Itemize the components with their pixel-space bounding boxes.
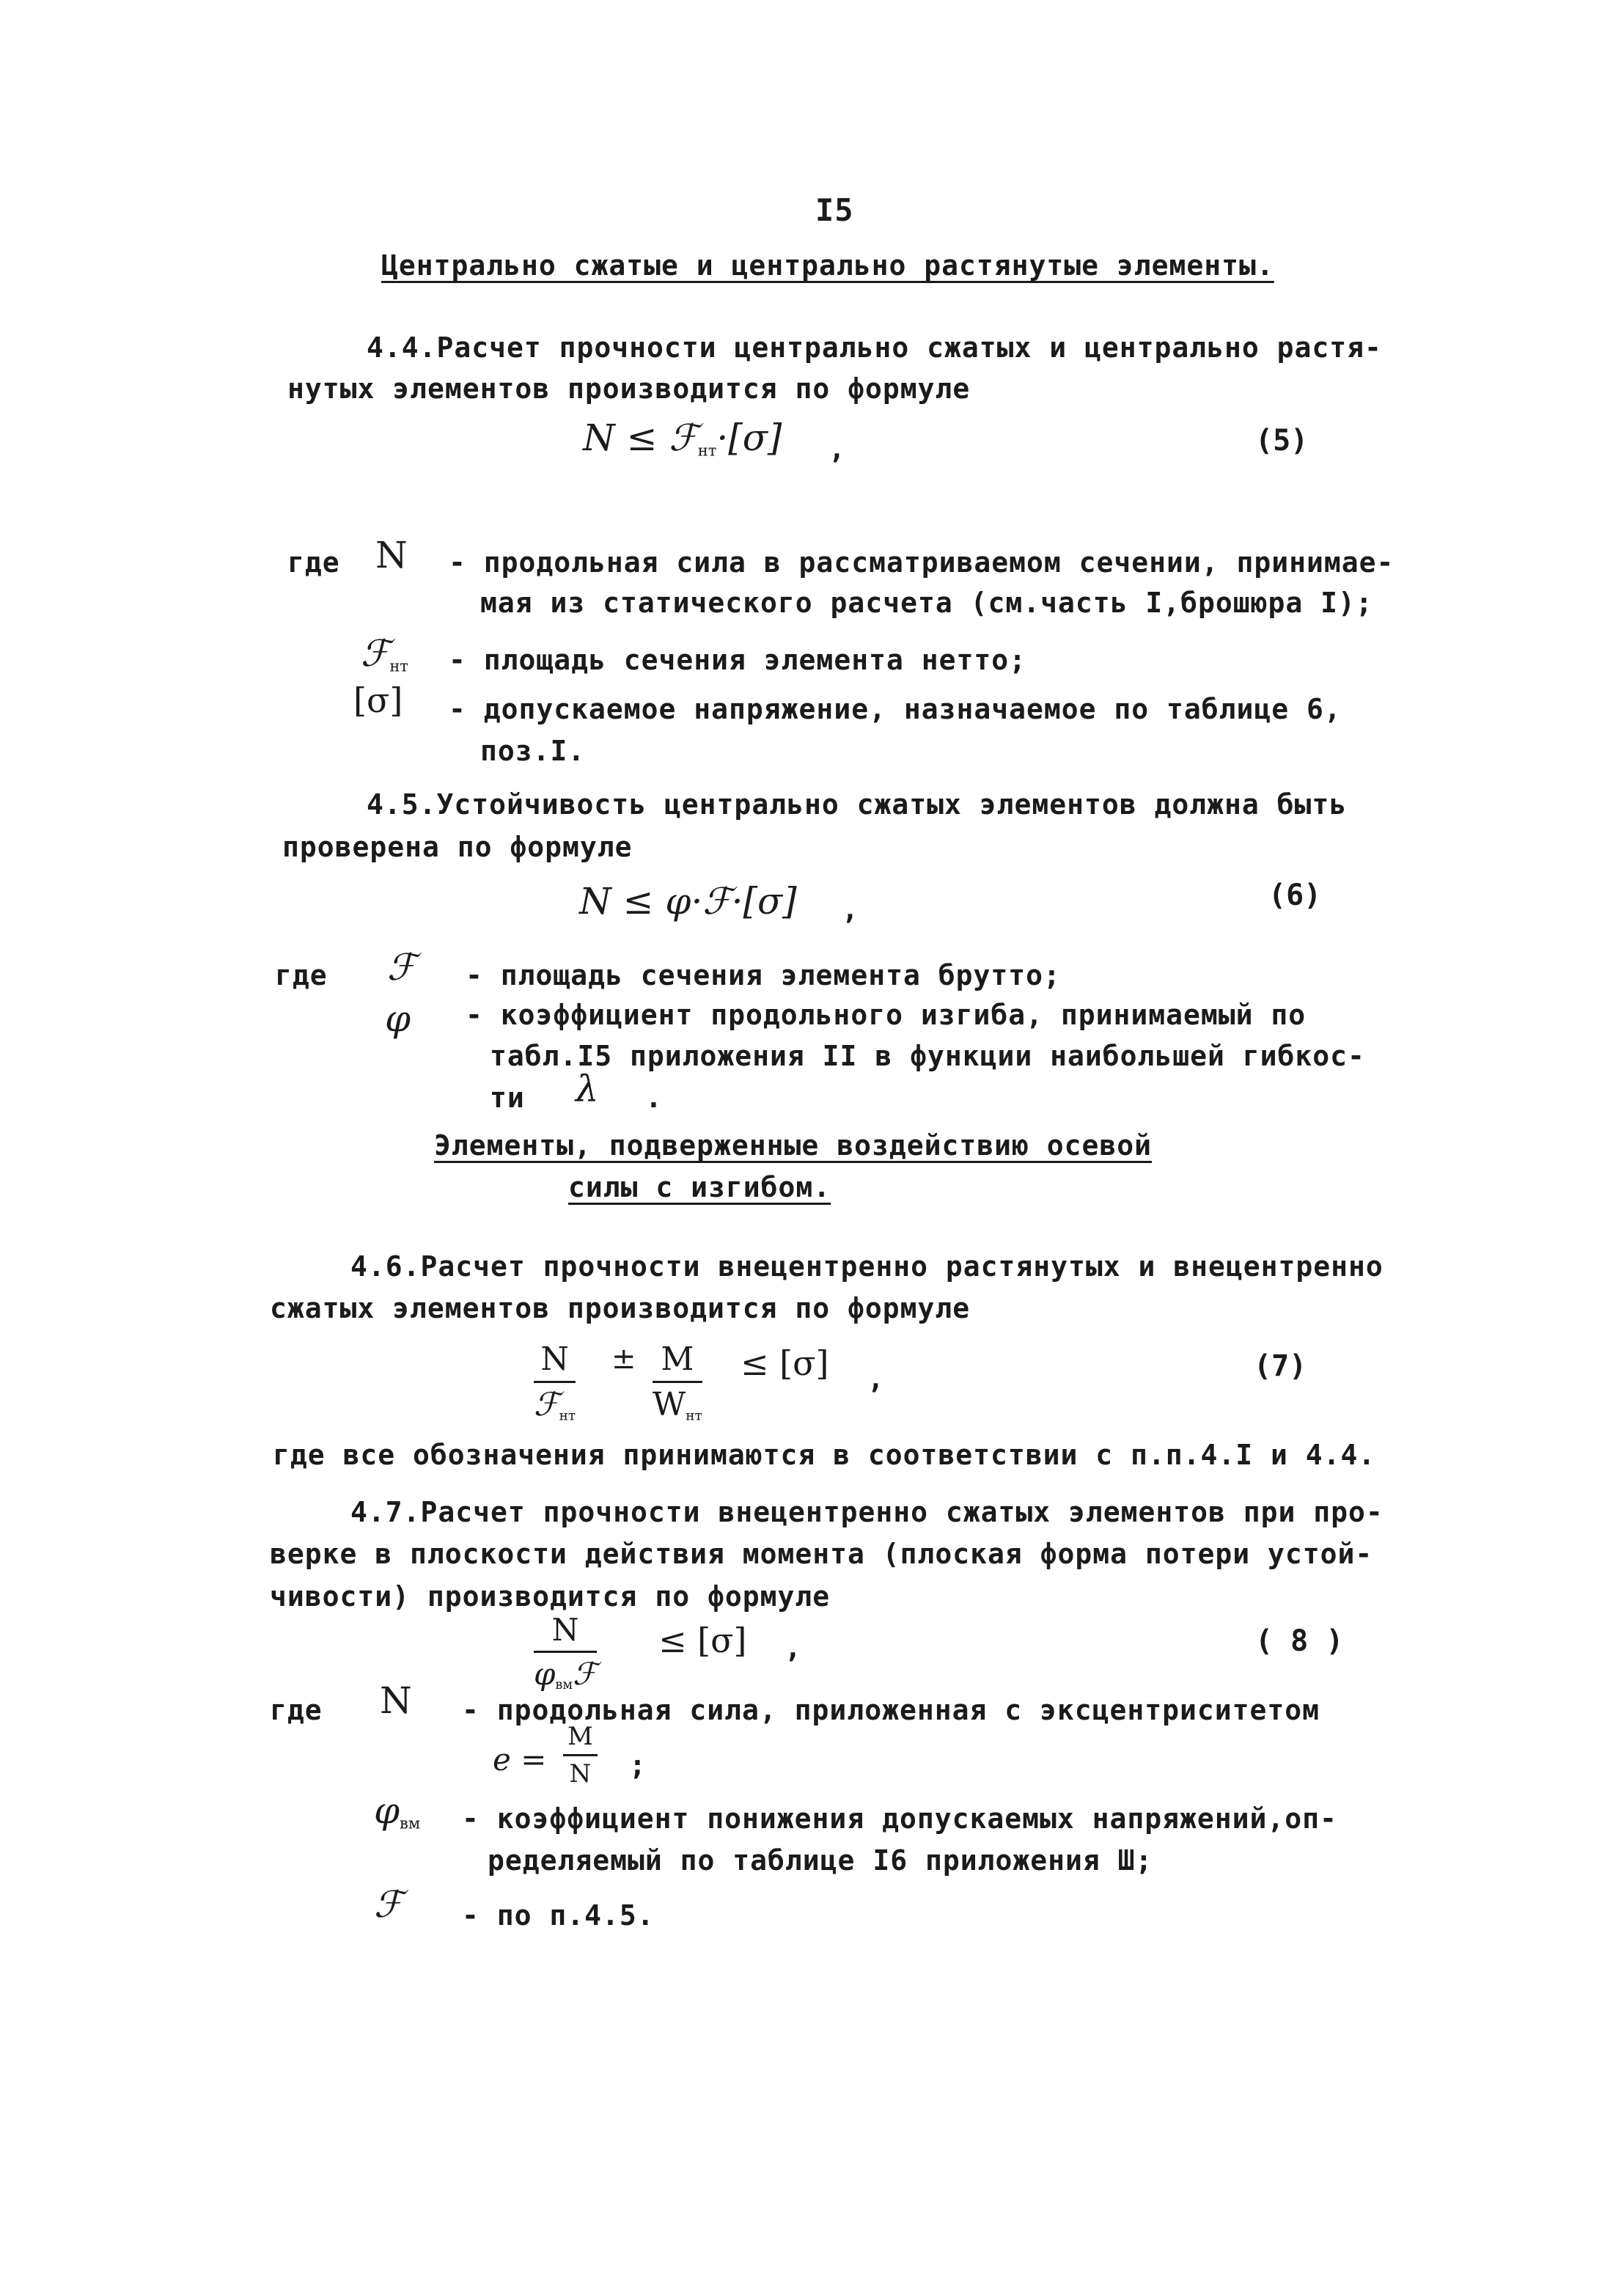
equation-7-den1: [534, 1383, 576, 1423]
where6-def1: - площадь сечения элемента брутто;: [466, 959, 1061, 991]
equation-8-rhs: ≤ [σ]: [658, 1621, 747, 1660]
equation-7-comma: ,: [867, 1362, 885, 1395]
p46-after: где все обозначения принимаются в соответствии с п.п.4.I и 4.4.: [273, 1439, 1376, 1471]
equation-8-comma: ,: [785, 1632, 802, 1664]
equation-8-den-phi: φ: [534, 1656, 556, 1692]
equation-8-fraction: [534, 1612, 597, 1692]
where5-def1-line1: - продольная сила в рассматриваемом сечении, принимае-: [449, 546, 1395, 579]
equation-7-den1-sym: ℱ: [534, 1386, 559, 1423]
equation-7-den2: [653, 1383, 702, 1423]
equation-7-fraction2: [653, 1340, 702, 1423]
where8-def3: - по п.4.5.: [462, 1899, 655, 1932]
equation-8-num: N: [534, 1612, 597, 1653]
equation-6-comma: ,: [842, 893, 859, 925]
where8-symbol-phi-vm: [374, 1789, 420, 1832]
equation-5-number: (5): [1255, 424, 1309, 458]
equation-8-den: [534, 1653, 597, 1692]
equation-7-fraction1: [534, 1340, 576, 1423]
where8-ecc-lhs: e =: [493, 1742, 547, 1778]
equation-5-sub: нт: [697, 441, 717, 460]
equation-7-num1: N: [534, 1340, 576, 1383]
equation-7-num2: M: [653, 1340, 702, 1383]
equation-5: [583, 417, 782, 459]
where6-def2-line1: - коэффициент продольного изгиба, принимаемый по: [466, 999, 1307, 1031]
equation-7-den1-sub: нт: [559, 1408, 576, 1424]
equation-8-den-F: ℱ: [573, 1656, 598, 1692]
equation-7-rhs: ≤ [σ]: [741, 1343, 829, 1383]
p45-line2: проверена по формуле: [282, 831, 633, 863]
equation-5-rest: ·[σ]: [716, 417, 782, 459]
equation-6: N ≤ φ·ℱ·[σ]: [579, 880, 797, 923]
where8-ecc-den: N: [569, 1759, 592, 1789]
equation-7-den2-sym: W: [653, 1386, 686, 1423]
where6-label: где: [275, 959, 328, 991]
p46-line1: 4.6.Расчет прочности внецентренно растянутых и внецентренно: [350, 1250, 1384, 1283]
where6-def2-line3: ти: [490, 1082, 525, 1114]
where8-def1: - продольная сила, приложенная с эксцентриситетом: [462, 1694, 1320, 1726]
section-heading-axial-bending-line2: силы с изгибом.: [568, 1171, 831, 1203]
where6-def2-line2: табл.I5 приложения II в функции наибольшей гибкос-: [490, 1040, 1365, 1072]
where8-ecc-end: ;: [629, 1749, 647, 1781]
page-number: I5: [815, 192, 854, 228]
where5-label: где: [287, 546, 340, 579]
where6-def2-end: .: [645, 1082, 663, 1114]
p44-line1: 4.4.Расчет прочности центрально сжатых и центрально растя-: [367, 331, 1382, 364]
equation-6-number: (6): [1268, 879, 1322, 912]
where8-ecc-fraction: [563, 1722, 598, 1789]
p44-line2: нутых элементов производится по формуле: [287, 373, 971, 405]
where5-symbol-F: ℱ: [361, 632, 390, 675]
equation-7-plusminus: ±: [611, 1342, 636, 1376]
where8-symbol-F: ℱ: [374, 1883, 403, 1926]
where5-def2: - площадь сечения элемента нетто;: [449, 644, 1026, 676]
where8-def2-line2: ределяемый по таблице I6 приложения Ш;: [488, 1844, 1153, 1877]
section-heading-axial-bending-line1: Элементы, подверженные воздействию осевой: [434, 1129, 1152, 1162]
where6-symbol-phi: φ: [385, 997, 411, 1040]
where8-def2-line1: - коэффициент понижения допускаемых напряжений,оп-: [462, 1802, 1337, 1835]
p47-line3: чивости) производится по формуле: [270, 1580, 831, 1613]
section-heading-central: Центрально сжатые и центрально растянутые элементы.: [381, 249, 1274, 282]
where8-symbol-N: N: [380, 1679, 412, 1722]
where8-symbol-phi: φ: [374, 1789, 400, 1832]
equation-7-den2-sub: нт: [686, 1408, 702, 1424]
where5-symbol-N: N: [375, 534, 408, 576]
where5-symbol-F-sub: нт: [389, 657, 408, 675]
equation-7-number: (7): [1254, 1349, 1307, 1383]
p47-line1: 4.7.Расчет прочности внецентренно сжатых элементов при про-: [350, 1496, 1384, 1528]
p45-line1: 4.5.Устойчивость центрально сжатых элементов должна быть: [367, 788, 1348, 821]
equation-8-number: ( 8 ): [1255, 1624, 1344, 1658]
where6-symbol-F: ℱ: [387, 946, 416, 989]
equation-5-comma: ,: [828, 433, 846, 465]
where5-def1-line2: мая из статического расчета (см.часть I,брошюра I);: [480, 587, 1373, 619]
equation-8-den-sub: вм: [555, 1678, 573, 1693]
where5-def3-line1: - допускаемое напряжение, назначаемое по таблице 6,: [449, 693, 1342, 725]
where5-symbol-sigma: [σ]: [353, 681, 403, 720]
where5-def3-line2: поз.I.: [480, 735, 586, 767]
p46-line2: сжатых элементов производится по формуле: [270, 1292, 971, 1324]
where8-label: где: [270, 1694, 323, 1726]
where6-lambda: λ: [576, 1068, 599, 1110]
equation-5-lhs: N ≤ ℱ: [583, 417, 698, 459]
where8-symbol-phi-sub: вм: [400, 1814, 421, 1833]
where5-symbol-F-net: [361, 632, 408, 675]
where8-ecc-num: M: [563, 1722, 598, 1756]
p47-line2: верке в плоскости действия момента (плоская форма потери устой-: [270, 1538, 1373, 1570]
